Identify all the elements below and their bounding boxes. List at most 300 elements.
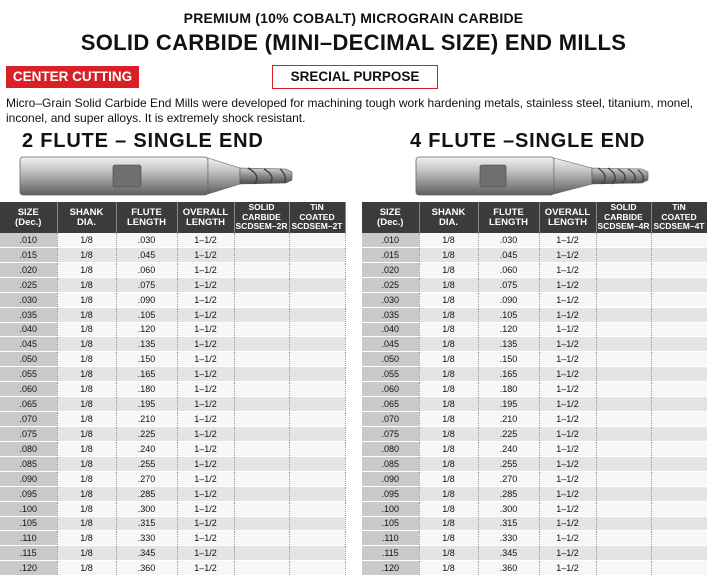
column-header [478, 202, 539, 233]
table-row [0, 262, 345, 277]
overall-length-cell: 1–1/2 [177, 322, 234, 337]
size-cell: .095 [0, 486, 57, 501]
shank-cell: 1/8 [419, 277, 478, 292]
shank-cell: 1/8 [57, 501, 116, 516]
flute-length-cell: .255 [116, 456, 177, 471]
table-row [362, 262, 707, 277]
column-header-line: SCDSEM–4T [653, 221, 705, 232]
flute-length-cell: .060 [116, 262, 177, 277]
table-row [0, 277, 345, 292]
product-description: Micro–Grain Solid Carbide End Mills were developed for machining tough work hardening metals, stainless steel, titanium, monel, inconel, and super alloys. It is extremely shock resistant. [6, 96, 693, 125]
shank-cell: 1/8 [57, 247, 116, 262]
table-row [0, 367, 345, 382]
shank-cell: 1/8 [57, 367, 116, 382]
size-cell: .035 [0, 307, 57, 322]
solid-carbide-cell [234, 277, 289, 292]
table-row [0, 486, 345, 501]
solid-carbide-cell [234, 292, 289, 307]
solid-carbide-cell [234, 516, 289, 531]
solid-carbide-cell [596, 307, 651, 322]
overall-length-cell: 1–1/2 [177, 367, 234, 382]
column-header-line: SOLID [610, 202, 637, 213]
shank-cell: 1/8 [57, 307, 116, 322]
flute-length-cell: .180 [478, 382, 539, 397]
table-row [362, 397, 707, 412]
size-cell: .090 [0, 471, 57, 486]
solid-carbide-cell [234, 471, 289, 486]
column-header-line: CARBIDE [242, 211, 281, 222]
solid-carbide-cell [234, 561, 289, 576]
tin-coated-cell [289, 501, 345, 516]
tin-coated-cell [289, 397, 345, 412]
overall-length-cell: 1–1/2 [177, 382, 234, 397]
column-header-line: SIZE [17, 207, 39, 218]
table-row [362, 456, 707, 471]
column-header [177, 202, 234, 233]
tin-coated-cell [651, 456, 707, 471]
solid-carbide-cell [234, 426, 289, 441]
column-header-line: COATED [661, 211, 697, 222]
size-cell: .105 [0, 516, 57, 531]
tin-coated-cell [289, 546, 345, 561]
size-cell: .040 [362, 322, 419, 337]
table-row [362, 322, 707, 337]
solid-carbide-cell [596, 262, 651, 277]
overall-length-cell: 1–1/2 [177, 233, 234, 247]
tin-coated-cell [651, 322, 707, 337]
flute-length-cell: .330 [116, 531, 177, 546]
catalog-title: SOLID CARBIDE (MINI–DECIMAL SIZE) END MILLS [80, 30, 627, 55]
table-row [0, 233, 345, 247]
tin-coated-cell [289, 337, 345, 352]
solid-carbide-cell [596, 412, 651, 427]
table-row [362, 441, 707, 456]
shank-cell: 1/8 [57, 292, 116, 307]
solid-carbide-cell [234, 352, 289, 367]
column-header-line: SCDSEM–4R [597, 221, 650, 232]
shank-cell: 1/8 [419, 337, 478, 352]
column-header-line: SIZE [379, 207, 401, 218]
column-header-line: LENGTH [126, 216, 167, 228]
overall-length-cell: 1–1/2 [177, 546, 234, 561]
table-header-row [362, 202, 707, 233]
shank-cell: 1/8 [57, 546, 116, 561]
flute-length-cell: .345 [478, 546, 539, 561]
overall-length-cell: 1–1/2 [539, 247, 596, 262]
table-row [0, 382, 345, 397]
solid-carbide-cell [596, 233, 651, 247]
tin-coated-cell [289, 247, 345, 262]
tin-coated-cell [289, 262, 345, 277]
table-row [362, 277, 707, 292]
tin-coated-cell [289, 441, 345, 456]
table-row [362, 292, 707, 307]
overall-length-cell: 1–1/2 [539, 412, 596, 427]
two-flute-end-mill-image [18, 155, 298, 197]
size-cell: .120 [0, 561, 57, 576]
table-row [0, 546, 345, 561]
column-header-line: FLUTE [493, 207, 524, 218]
shank-cell: 1/8 [419, 307, 478, 322]
solid-carbide-cell [596, 367, 651, 382]
tin-coated-cell [651, 546, 707, 561]
column-header-line: (Dec.) [15, 216, 42, 228]
tin-coated-cell [651, 262, 707, 277]
tin-coated-cell [651, 277, 707, 292]
table-row [0, 471, 345, 486]
solid-carbide-cell [234, 486, 289, 501]
solid-carbide-cell [596, 247, 651, 262]
tin-coated-cell [289, 561, 345, 576]
table-row [362, 412, 707, 427]
flute-length-cell: .045 [116, 247, 177, 262]
overall-length-cell: 1–1/2 [177, 277, 234, 292]
overall-length-cell: 1–1/2 [539, 516, 596, 531]
shank-cell: 1/8 [57, 516, 116, 531]
column-header-line: SHANK [431, 207, 466, 218]
tin-coated-cell [651, 367, 707, 382]
table-row [362, 501, 707, 516]
solid-carbide-cell [596, 516, 651, 531]
tin-coated-cell [651, 233, 707, 247]
solid-carbide-cell [234, 247, 289, 262]
overall-length-cell: 1–1/2 [539, 322, 596, 337]
size-cell: .115 [0, 546, 57, 561]
table-row [0, 352, 345, 367]
solid-carbide-cell [596, 531, 651, 546]
shank-cell: 1/8 [419, 412, 478, 427]
solid-carbide-cell [596, 456, 651, 471]
size-cell: .040 [0, 322, 57, 337]
size-cell: .095 [362, 486, 419, 501]
overall-length-cell: 1–1/2 [177, 516, 234, 531]
size-cell: .085 [0, 456, 57, 471]
solid-carbide-cell [596, 292, 651, 307]
overall-length-cell: 1–1/2 [539, 486, 596, 501]
table-row [0, 322, 345, 337]
shank-cell: 1/8 [57, 471, 116, 486]
overall-length-cell: 1–1/2 [539, 426, 596, 441]
size-cell: .120 [362, 561, 419, 576]
overall-length-cell: 1–1/2 [177, 441, 234, 456]
flute-length-cell: .300 [116, 501, 177, 516]
tin-coated-cell [651, 307, 707, 322]
solid-carbide-cell [596, 441, 651, 456]
flute-length-cell: .225 [478, 426, 539, 441]
shank-cell: 1/8 [419, 426, 478, 441]
center-cutting-badge: CENTER CUTTING [6, 66, 139, 88]
overall-length-cell: 1–1/2 [539, 441, 596, 456]
shank-cell: 1/8 [419, 531, 478, 546]
flute-length-cell: .300 [478, 501, 539, 516]
column-header-line: (Dec.) [377, 216, 404, 228]
size-cell: .090 [362, 471, 419, 486]
table-row [362, 426, 707, 441]
column-header-line: SHANK [69, 207, 104, 218]
column-header [57, 202, 116, 233]
overall-length-cell: 1–1/2 [177, 262, 234, 277]
size-cell: .020 [362, 262, 419, 277]
size-cell: .025 [0, 277, 57, 292]
tin-coated-cell [651, 397, 707, 412]
table-row [362, 233, 707, 247]
size-cell: .065 [362, 397, 419, 412]
table-row [362, 247, 707, 262]
solid-carbide-cell [234, 367, 289, 382]
flute-length-cell: .135 [478, 337, 539, 352]
size-cell: .080 [362, 441, 419, 456]
flute-length-cell: .075 [478, 277, 539, 292]
column-header [419, 202, 478, 233]
overall-length-cell: 1–1/2 [177, 456, 234, 471]
tin-coated-cell [289, 516, 345, 531]
solid-carbide-cell [234, 441, 289, 456]
table-row [0, 501, 345, 516]
two-flute-spec-table [0, 202, 346, 576]
column-header [116, 202, 177, 233]
flute-length-cell: .240 [478, 441, 539, 456]
flute-length-cell: .240 [116, 441, 177, 456]
tin-coated-cell [289, 486, 345, 501]
solid-carbide-cell [596, 426, 651, 441]
solid-carbide-cell [234, 307, 289, 322]
flute-length-cell: .345 [116, 546, 177, 561]
column-header [362, 202, 419, 233]
overall-length-cell: 1–1/2 [539, 367, 596, 382]
solid-carbide-cell [234, 501, 289, 516]
two-flute-heading: 2 FLUTE – SINGLE END [22, 130, 264, 152]
size-cell: .110 [0, 531, 57, 546]
table-row [0, 441, 345, 456]
overall-length-cell: 1–1/2 [539, 501, 596, 516]
table-row [0, 412, 345, 427]
overall-length-cell: 1–1/2 [539, 471, 596, 486]
overall-length-cell: 1–1/2 [539, 277, 596, 292]
shank-cell: 1/8 [419, 441, 478, 456]
tin-coated-cell [289, 277, 345, 292]
four-flute-table-body [362, 233, 707, 576]
flute-length-cell: .285 [116, 486, 177, 501]
shank-cell: 1/8 [57, 322, 116, 337]
shank-cell: 1/8 [419, 247, 478, 262]
four-flute-spec-table [362, 202, 707, 576]
column-header-line: OVERALL [182, 207, 229, 218]
flute-length-cell: .090 [116, 292, 177, 307]
table-row [0, 247, 345, 262]
tin-coated-cell [651, 561, 707, 576]
flute-length-cell: .360 [478, 561, 539, 576]
two-flute-table-body [0, 233, 345, 576]
tin-coated-cell [651, 441, 707, 456]
flute-length-cell: .090 [478, 292, 539, 307]
tin-coated-cell [289, 426, 345, 441]
flute-length-cell: .315 [116, 516, 177, 531]
overall-length-cell: 1–1/2 [539, 397, 596, 412]
solid-carbide-cell [234, 337, 289, 352]
table-row [0, 516, 345, 531]
column-header-line: TiN [672, 202, 686, 213]
solid-carbide-cell [596, 471, 651, 486]
flute-length-cell: .255 [478, 456, 539, 471]
size-cell: .050 [362, 352, 419, 367]
size-cell: .010 [362, 233, 419, 247]
shank-cell: 1/8 [419, 367, 478, 382]
table-row [362, 546, 707, 561]
shank-cell: 1/8 [419, 546, 478, 561]
shank-cell: 1/8 [57, 486, 116, 501]
size-cell: .100 [362, 501, 419, 516]
table-row [0, 292, 345, 307]
table-row [0, 397, 345, 412]
table-row [362, 367, 707, 382]
size-cell: .115 [362, 546, 419, 561]
flute-length-cell: .150 [116, 352, 177, 367]
flute-length-cell: .030 [116, 233, 177, 247]
size-cell: .055 [0, 367, 57, 382]
overall-length-cell: 1–1/2 [539, 382, 596, 397]
overall-length-cell: 1–1/2 [539, 546, 596, 561]
column-header-line: OVERALL [544, 207, 591, 218]
column-header-line: SCDSEM–2T [291, 221, 343, 232]
tin-coated-cell [289, 352, 345, 367]
size-cell: .030 [0, 292, 57, 307]
size-cell: .065 [0, 397, 57, 412]
flute-length-cell: .150 [478, 352, 539, 367]
shank-cell: 1/8 [419, 352, 478, 367]
special-purpose-badge: SRECIAL PURPOSE [272, 65, 438, 89]
tin-coated-cell [289, 367, 345, 382]
overall-length-cell: 1–1/2 [177, 561, 234, 576]
shank-cell: 1/8 [419, 292, 478, 307]
overall-length-cell: 1–1/2 [177, 486, 234, 501]
flute-length-cell: .105 [478, 307, 539, 322]
column-header [289, 202, 345, 233]
flute-length-cell: .120 [116, 322, 177, 337]
catalog-subtitle: PREMIUM (10% COBALT) MICROGRAIN CARBIDE [183, 10, 524, 26]
overall-length-cell: 1–1/2 [539, 307, 596, 322]
column-header [539, 202, 596, 233]
tin-coated-cell [289, 531, 345, 546]
overall-length-cell: 1–1/2 [539, 456, 596, 471]
solid-carbide-cell [234, 456, 289, 471]
flute-length-cell: .165 [116, 367, 177, 382]
solid-carbide-cell [234, 233, 289, 247]
shank-cell: 1/8 [419, 516, 478, 531]
column-header-line: LENGTH [488, 216, 529, 228]
table-row [0, 337, 345, 352]
shank-cell: 1/8 [419, 322, 478, 337]
overall-length-cell: 1–1/2 [177, 352, 234, 367]
solid-carbide-cell [234, 397, 289, 412]
tin-coated-cell [289, 292, 345, 307]
shank-cell: 1/8 [419, 233, 478, 247]
flute-length-cell: .075 [116, 277, 177, 292]
flute-length-cell: .165 [478, 367, 539, 382]
solid-carbide-cell [234, 546, 289, 561]
four-flute-heading: 4 FLUTE –SINGLE END [410, 130, 646, 152]
tin-coated-cell [289, 307, 345, 322]
shank-cell: 1/8 [57, 337, 116, 352]
flute-length-cell: .045 [478, 247, 539, 262]
flute-length-cell: .105 [116, 307, 177, 322]
column-header [0, 202, 57, 233]
shank-cell: 1/8 [419, 486, 478, 501]
flute-length-cell: .195 [478, 397, 539, 412]
table-header-row [0, 202, 345, 233]
flute-length-cell: .285 [478, 486, 539, 501]
solid-carbide-cell [596, 337, 651, 352]
solid-carbide-cell [596, 352, 651, 367]
solid-carbide-cell [596, 546, 651, 561]
size-cell: .035 [362, 307, 419, 322]
size-cell: .025 [362, 277, 419, 292]
column-header-line: DIA. [439, 216, 458, 228]
tin-coated-cell [289, 233, 345, 247]
solid-carbide-cell [596, 397, 651, 412]
overall-length-cell: 1–1/2 [177, 426, 234, 441]
flute-length-cell: .135 [116, 337, 177, 352]
solid-carbide-cell [596, 561, 651, 576]
size-cell: .085 [362, 456, 419, 471]
column-header-line: SOLID [248, 202, 275, 213]
tin-coated-cell [651, 516, 707, 531]
size-cell: .075 [362, 426, 419, 441]
tin-coated-cell [289, 382, 345, 397]
size-cell: .045 [0, 337, 57, 352]
table-row [362, 382, 707, 397]
tin-coated-cell [289, 471, 345, 486]
solid-carbide-cell [234, 382, 289, 397]
overall-length-cell: 1–1/2 [177, 247, 234, 262]
overall-length-cell: 1–1/2 [539, 233, 596, 247]
table-row [362, 486, 707, 501]
shank-cell: 1/8 [57, 382, 116, 397]
column-header [596, 202, 651, 233]
column-header-line: LENGTH [547, 216, 588, 228]
column-header-line: CARBIDE [604, 211, 643, 222]
table-row [0, 456, 345, 471]
size-cell: .055 [362, 367, 419, 382]
tin-coated-cell [651, 471, 707, 486]
table-row [362, 307, 707, 322]
table-row [0, 531, 345, 546]
table-row [362, 337, 707, 352]
overall-length-cell: 1–1/2 [177, 471, 234, 486]
flute-length-cell: .120 [478, 322, 539, 337]
size-cell: .060 [362, 382, 419, 397]
shank-cell: 1/8 [57, 352, 116, 367]
flute-length-cell: .330 [478, 531, 539, 546]
column-header [234, 202, 289, 233]
flute-length-cell: .270 [478, 471, 539, 486]
shank-cell: 1/8 [57, 441, 116, 456]
overall-length-cell: 1–1/2 [539, 352, 596, 367]
solid-carbide-cell [234, 531, 289, 546]
table-row [0, 426, 345, 441]
column-header-line: COATED [299, 211, 335, 222]
table-row [362, 471, 707, 486]
size-cell: .020 [0, 262, 57, 277]
tin-coated-cell [651, 412, 707, 427]
table-row [0, 561, 345, 576]
column-header-line: TiN [310, 202, 324, 213]
tin-coated-cell [289, 322, 345, 337]
shank-cell: 1/8 [57, 277, 116, 292]
solid-carbide-cell [596, 277, 651, 292]
column-header-line: SCDSEM–2R [235, 221, 288, 232]
size-cell: .105 [362, 516, 419, 531]
flute-length-cell: .270 [116, 471, 177, 486]
